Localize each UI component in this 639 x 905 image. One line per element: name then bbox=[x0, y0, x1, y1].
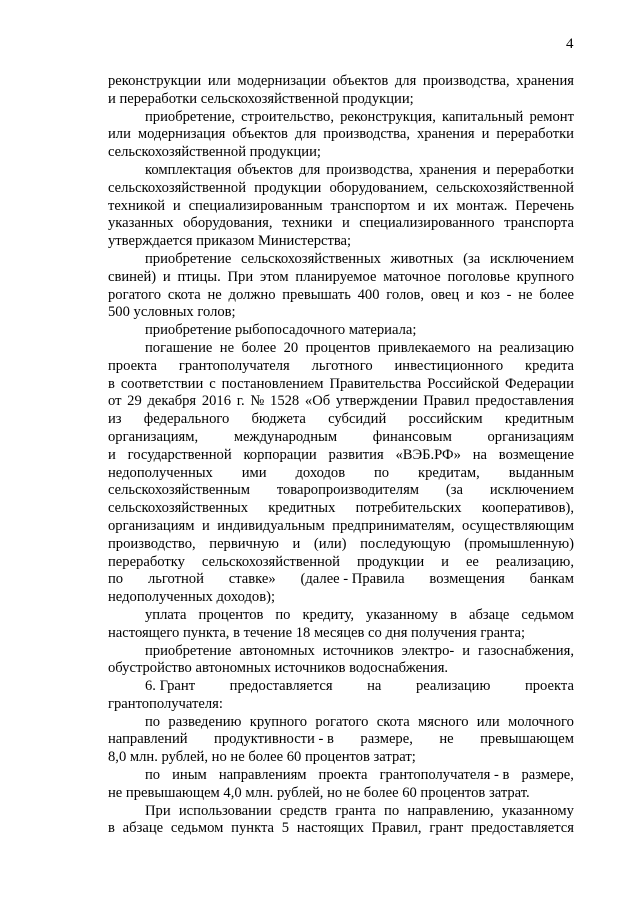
word: г. bbox=[236, 393, 245, 410]
word: транспортом bbox=[330, 197, 410, 214]
word: кредитных bbox=[268, 500, 336, 517]
word: переработки bbox=[496, 161, 574, 178]
word: овец bbox=[430, 286, 460, 303]
word: поголовье bbox=[447, 268, 510, 285]
word: льготного bbox=[311, 357, 373, 374]
word: кредиту, bbox=[302, 606, 355, 623]
word: абзаце bbox=[468, 606, 510, 623]
word: доходов bbox=[295, 464, 346, 481]
word: сельскохозяйственной bbox=[435, 179, 574, 196]
word: декабря bbox=[147, 393, 197, 410]
text-line: 500 условных голов; bbox=[108, 304, 236, 321]
text-line: сельскохозяйственной продукции; bbox=[108, 144, 321, 161]
word: не bbox=[219, 339, 235, 356]
word: проекта bbox=[318, 767, 368, 784]
word: проекта bbox=[524, 678, 574, 695]
word: хранения bbox=[516, 73, 574, 89]
word: Правительства bbox=[329, 375, 422, 392]
word: и bbox=[292, 535, 301, 552]
word: российским bbox=[408, 411, 483, 428]
word: потребительских bbox=[355, 500, 462, 517]
text-line: приобретение рыбопосадочного материала; bbox=[145, 322, 417, 339]
text-line: утверждается приказом Министерства; bbox=[108, 233, 352, 250]
word: иным bbox=[172, 767, 207, 784]
word: грантополучателя bbox=[178, 357, 290, 374]
word: строительство, bbox=[241, 108, 334, 125]
word: реализацию bbox=[499, 339, 574, 356]
word: Перечень bbox=[515, 197, 574, 214]
word: грант bbox=[429, 820, 464, 837]
word: животных bbox=[390, 250, 454, 267]
word: планируемое bbox=[295, 268, 377, 285]
word: исключением bbox=[489, 482, 574, 499]
word: седьмом bbox=[521, 606, 574, 623]
word: рогатого bbox=[315, 713, 369, 730]
text-line: грантополучателя: bbox=[108, 695, 223, 712]
text-line bbox=[108, 447, 574, 465]
word: по bbox=[145, 767, 161, 784]
text-line bbox=[108, 358, 574, 376]
word: и bbox=[341, 215, 350, 232]
word: продукции bbox=[254, 179, 322, 196]
word: седьмом bbox=[170, 820, 224, 837]
word: кредитным bbox=[504, 411, 574, 428]
word: Правил, bbox=[371, 820, 422, 837]
word: финансовым bbox=[372, 428, 452, 445]
word: размере, bbox=[360, 731, 413, 748]
text-line bbox=[108, 518, 574, 536]
word: должно bbox=[228, 286, 276, 303]
text-line bbox=[108, 180, 574, 198]
word: Правил bbox=[423, 393, 470, 410]
word: предоставления bbox=[475, 393, 574, 410]
word: реконструкции bbox=[108, 73, 202, 89]
word: переработку bbox=[108, 553, 185, 570]
word: разведению bbox=[168, 713, 242, 730]
word: с bbox=[209, 375, 216, 392]
word: и bbox=[201, 517, 210, 534]
text-line bbox=[108, 820, 574, 838]
word: направлениям bbox=[218, 767, 307, 784]
word: 400 bbox=[357, 286, 380, 303]
word: маточное bbox=[383, 268, 441, 285]
word: направлению, bbox=[407, 802, 494, 819]
word: федерального bbox=[143, 411, 230, 428]
word: и bbox=[482, 161, 491, 178]
word: по bbox=[108, 571, 124, 588]
word: гранта bbox=[335, 802, 376, 819]
word: 6. Грант bbox=[145, 678, 196, 695]
word: бюджета bbox=[251, 411, 306, 428]
word: процентов bbox=[305, 339, 371, 356]
word: хранения bbox=[418, 161, 477, 178]
word: реконструкция, bbox=[340, 108, 436, 125]
word: в bbox=[108, 820, 115, 837]
word: уплата bbox=[145, 606, 187, 623]
word: или bbox=[476, 713, 500, 730]
word: этом bbox=[259, 268, 289, 285]
text-line bbox=[108, 251, 574, 269]
word: капитальный bbox=[442, 108, 524, 125]
word: и bbox=[162, 268, 171, 285]
word: первичную bbox=[209, 535, 279, 552]
text-line: не превышающем 4,0 млн. рублей, но не более 60 процентов затрат. bbox=[108, 784, 530, 801]
text-line bbox=[108, 571, 574, 589]
word: сельскохозяйственных bbox=[108, 500, 249, 517]
word: субсидий bbox=[328, 411, 387, 428]
word: кредита bbox=[525, 357, 574, 374]
word: указанных bbox=[108, 215, 174, 232]
word: организациям, bbox=[108, 428, 199, 445]
word: коз bbox=[480, 286, 500, 303]
word: молочного bbox=[508, 713, 574, 730]
word: реализацию, bbox=[495, 553, 574, 570]
word: превышающем bbox=[480, 731, 574, 748]
word: сельскохозяйственной bbox=[108, 179, 247, 196]
word: автономных bbox=[239, 642, 315, 659]
word: оборудования, bbox=[183, 215, 273, 232]
word: организациям bbox=[487, 428, 574, 445]
word: модернизации bbox=[237, 73, 326, 89]
word: исключением bbox=[489, 250, 574, 267]
text-line: недополученных доходов); bbox=[108, 589, 276, 606]
word: недополученных bbox=[108, 464, 213, 481]
word: «ВЭБ.РФ» bbox=[395, 446, 461, 463]
word: продуктивности - в bbox=[214, 731, 334, 748]
word: от bbox=[108, 393, 122, 410]
word: хранения bbox=[416, 126, 475, 143]
word: и bbox=[462, 642, 471, 659]
word: проекта bbox=[108, 357, 157, 374]
word: превышать bbox=[282, 286, 351, 303]
text-line: 8,0 млн. рублей, но не более 60 процентов затрат; bbox=[108, 749, 416, 766]
word: размере, bbox=[521, 767, 574, 784]
word: техники bbox=[282, 215, 333, 232]
word: птицы. bbox=[177, 268, 221, 285]
word: крупного bbox=[516, 268, 574, 285]
word: оборудованием, bbox=[329, 179, 428, 196]
word: организациям bbox=[108, 517, 195, 534]
text-line bbox=[108, 340, 574, 358]
word: специализированным bbox=[188, 197, 323, 214]
text-line: обустройство автономных источников водоснабжения. bbox=[108, 660, 449, 677]
word: скота bbox=[167, 286, 201, 303]
word: более bbox=[539, 286, 574, 303]
word: (промышленную) bbox=[464, 535, 574, 552]
word: (или) bbox=[313, 535, 347, 552]
text-line bbox=[108, 126, 574, 144]
word: и bbox=[481, 126, 490, 143]
word: монтаж. bbox=[456, 197, 508, 214]
word: утверждении bbox=[335, 393, 418, 410]
text-line bbox=[108, 767, 574, 785]
word: для bbox=[298, 161, 321, 178]
word: возмещение bbox=[498, 446, 574, 463]
word: ремонт bbox=[529, 108, 574, 125]
word: в bbox=[450, 606, 457, 623]
word: и bbox=[417, 197, 426, 214]
word: крупного bbox=[249, 713, 308, 730]
word: Федерации bbox=[505, 375, 574, 392]
word: или bbox=[108, 126, 131, 143]
word: объектов bbox=[332, 73, 389, 89]
word: индивидуальным bbox=[217, 517, 325, 534]
word: переработки bbox=[496, 126, 574, 143]
word: производства, bbox=[323, 126, 410, 143]
word: предпринимателям, bbox=[332, 517, 455, 534]
word: предоставляется bbox=[229, 678, 333, 695]
word: государственной bbox=[127, 446, 232, 463]
word: или bbox=[207, 73, 231, 89]
word: международным bbox=[233, 428, 338, 445]
word: ими bbox=[241, 464, 267, 481]
word: и bbox=[108, 446, 116, 463]
word: для bbox=[294, 126, 317, 143]
word: не bbox=[518, 286, 533, 303]
text-line: и переработки сельскохозяйственной продукции; bbox=[108, 90, 414, 107]
word: не bbox=[207, 286, 222, 303]
word: развития bbox=[328, 446, 384, 463]
word: пункта bbox=[231, 820, 275, 837]
word: осуществляющим bbox=[461, 517, 574, 534]
text-line: настоящего пункта, в течение 18 месяцев со дня получения гранта; bbox=[108, 624, 526, 641]
word: 1528 bbox=[270, 393, 300, 410]
word: транспорта bbox=[504, 215, 574, 232]
word: приобретение bbox=[145, 250, 232, 267]
word: объектов bbox=[237, 161, 294, 178]
word: по bbox=[275, 606, 291, 623]
word: из bbox=[108, 411, 122, 428]
word: для bbox=[394, 73, 417, 89]
word: № bbox=[250, 393, 265, 410]
word: - bbox=[506, 286, 512, 303]
word: товаропроизводителям bbox=[276, 482, 420, 499]
word: комплектация bbox=[145, 161, 232, 178]
word: производства, bbox=[326, 161, 414, 178]
word: 5 bbox=[281, 820, 290, 837]
word: не bbox=[439, 731, 454, 748]
word: использовании bbox=[178, 802, 272, 819]
word: Российской bbox=[427, 375, 500, 392]
word: привлекаемого bbox=[377, 339, 471, 356]
text-line bbox=[108, 162, 574, 180]
word: сельскохозяйственным bbox=[108, 482, 250, 499]
word: приобретение bbox=[145, 642, 232, 659]
word: постановлением bbox=[221, 375, 324, 392]
word: реализацию bbox=[415, 678, 491, 695]
word: кооперативов), bbox=[481, 500, 574, 517]
word: на bbox=[477, 339, 493, 356]
word: электро- bbox=[401, 642, 455, 659]
word: указанному bbox=[501, 802, 574, 819]
word: газоснабжения, bbox=[477, 642, 574, 659]
word: их bbox=[433, 197, 449, 214]
word: по bbox=[145, 713, 161, 730]
word: льготной bbox=[147, 571, 204, 588]
word: голов, bbox=[386, 286, 425, 303]
word: на bbox=[472, 446, 487, 463]
word: и bbox=[172, 197, 181, 214]
word: специализированного bbox=[359, 215, 495, 232]
word: При bbox=[145, 802, 171, 819]
word: приобретение, bbox=[145, 108, 236, 125]
text-line bbox=[108, 554, 574, 572]
word: банкам bbox=[529, 571, 574, 588]
text-line bbox=[108, 73, 574, 91]
text-line bbox=[108, 536, 574, 554]
word: по bbox=[384, 802, 400, 819]
document-body bbox=[108, 73, 574, 838]
word: средств bbox=[279, 802, 328, 819]
word: выданным bbox=[508, 464, 574, 481]
text-line bbox=[108, 411, 574, 429]
text-line bbox=[108, 215, 574, 233]
word: более bbox=[241, 339, 277, 356]
word: При bbox=[227, 268, 254, 285]
word: сельскохозяйственных bbox=[240, 250, 381, 267]
word: в bbox=[108, 375, 115, 392]
word: 2016 bbox=[201, 393, 232, 410]
word: последующую bbox=[360, 535, 451, 552]
word: источников bbox=[322, 642, 394, 659]
text-line bbox=[108, 109, 574, 127]
word: 29 bbox=[127, 393, 142, 410]
word: продукции bbox=[356, 553, 425, 570]
text-line bbox=[108, 287, 574, 305]
word: (далее - Правила bbox=[300, 571, 405, 588]
text-line bbox=[108, 714, 574, 732]
word: скота bbox=[376, 713, 410, 730]
word: корпорации bbox=[243, 446, 317, 463]
word: модернизация bbox=[137, 126, 226, 143]
word: и bbox=[441, 553, 449, 570]
word: возмещения bbox=[429, 571, 505, 588]
word: по bbox=[373, 464, 390, 481]
word: объектов bbox=[232, 126, 288, 143]
word: грантополучателя - в bbox=[379, 767, 510, 784]
word: производство, bbox=[108, 535, 196, 552]
word: указанному bbox=[366, 606, 439, 623]
text-line bbox=[108, 803, 574, 821]
word: свиней) bbox=[108, 268, 157, 285]
word: производства, bbox=[422, 73, 510, 89]
text-line bbox=[108, 500, 574, 518]
word: предоставляется bbox=[471, 820, 574, 837]
word: процентов bbox=[198, 606, 264, 623]
text-line bbox=[108, 465, 574, 483]
text-line bbox=[108, 607, 574, 625]
word: абзаце bbox=[122, 820, 164, 837]
word: погашение bbox=[145, 339, 213, 356]
word: настоящих bbox=[296, 820, 364, 837]
text-line bbox=[108, 198, 574, 216]
word: (за bbox=[445, 482, 463, 499]
text-line bbox=[108, 678, 574, 696]
word: инвестиционного bbox=[394, 357, 504, 374]
word: мясного bbox=[418, 713, 469, 730]
word: соответствии bbox=[120, 375, 204, 392]
word: на bbox=[367, 678, 382, 695]
word: 20 bbox=[283, 339, 299, 356]
word: сельскохозяйственной bbox=[201, 553, 340, 570]
word: «Об bbox=[304, 393, 331, 410]
text-line bbox=[108, 376, 574, 394]
text-line bbox=[108, 731, 574, 749]
word: направлений bbox=[108, 731, 188, 748]
word: и bbox=[465, 286, 474, 303]
word: рогатого bbox=[108, 286, 162, 303]
word: техникой bbox=[108, 197, 166, 214]
word: ее bbox=[465, 553, 479, 570]
text-line bbox=[108, 393, 574, 411]
word: ставке» bbox=[228, 571, 276, 588]
page-number: 4 bbox=[566, 36, 574, 52]
text-line bbox=[108, 269, 574, 287]
word: (за bbox=[463, 250, 481, 267]
text-line bbox=[108, 482, 574, 500]
text-line bbox=[108, 429, 574, 447]
text-line bbox=[108, 643, 574, 661]
word: кредитам, bbox=[417, 464, 480, 481]
